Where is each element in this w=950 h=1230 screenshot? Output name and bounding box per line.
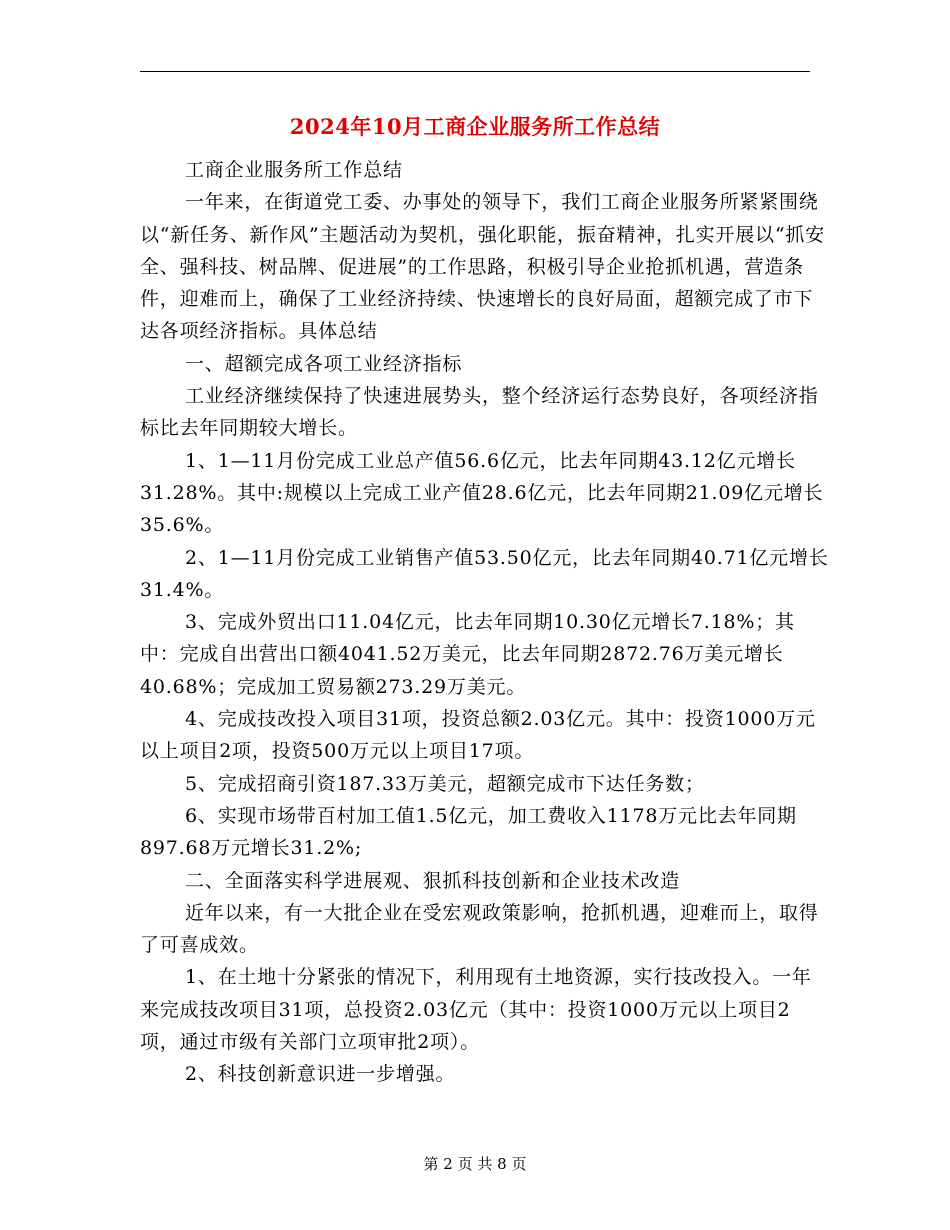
page-number: 第 2 页 共 8 页 [423,1155,527,1173]
section-heading-2: 二、全面落实科学进展观、狠抓科技创新和企业技术改造 [185,869,681,892]
list-item: 6、实现市场带百村加工值1.5亿元，加工费收入1178万元比去年同期897.68万元增长31.2%; [140,804,797,860]
header-rule [140,71,810,72]
paragraph-intro: 一年来，在街道党工委、办事处的领导下，我们工商企业服务所紧紧围绕以“新任务、新作风”主题活动为契机，强化职能，振奋精神，扎实开展以“抓安全、强科技、树品牌、促进展”的工作思路，积极引导企业抢抓机遇，营造条件，迎难而上，确保了工业经济持续、快速增长的良好局面，超额完成了市下达各项经济指标。具体总结 [140,191,825,343]
list-item: 5、完成招商引资187.33万美元，超额完成市下达任务数； [185,772,705,795]
list-item: 2、1—11月份完成工业销售产值53.50亿元，比去年同期40.71亿元增长31.4%。 [140,546,829,601]
list-item: 1、1—11月份完成工业总产值56.6亿元，比去年同期43.12亿元增长31.28%。其中:规模以上完成工业产值28.6亿元，比去年同期21.09亿元增长35.6%。 [140,449,824,537]
section-heading-1: 一、超额完成各项工业经济指标 [185,352,463,375]
paragraph-heading: 工商企业服务所工作总结 [185,159,403,181]
list-item: 4、完成技改投入项目31项，投资总额2.03亿元。其中：投资1000万元以上项目2项，投资500万元以上项目17项。 [140,708,816,763]
document-body [140,154,830,1091]
list-item: 1、在土地十分紧张的情况下，利用现有土地资源，实行技改投入。一年来完成技改项目31项，总投资2.03亿元（其中：投资1000万元以上项目2项，通过市级有关部门立项审批2项）。 [140,966,812,1054]
document-title: 2024年10月工商企业服务所工作总结 [289,114,661,139]
list-item: 3、完成外贸出口11.04亿元，比去年同期10.30亿元增长7.18%；其中：完成自出营出口额4041.52万美元，比去年同期2872.76万美元增长40.68%；完成加工贸易额273.29万美元。 [140,611,795,698]
list-item: 2、科技创新意识进一步增强。 [185,1063,456,1086]
paragraph: 工业经济继续保持了快速进展势头，整个经济运行态势良好，各项经济指标比去年同期较大增长。 [140,385,819,440]
paragraph: 近年以来，有一大批企业在受宏观政策影响，抢抓机遇，迎难而上，取得了可喜成效。 [140,901,819,957]
